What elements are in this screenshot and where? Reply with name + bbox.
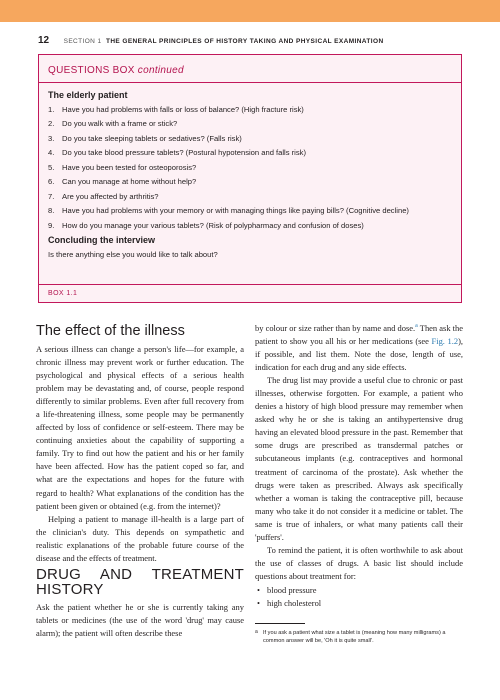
elderly-patient-heading: The elderly patient: [48, 90, 128, 100]
list-item-number: 7.: [48, 191, 55, 201]
list-item-text: Do you take sleeping tablets or sedatives? (Falls risk): [62, 133, 242, 143]
list-item: [48, 176, 453, 187]
drug-classes-paragraph: To remind the patient, it is often worthwhile to ask about the use of classes of drugs. A basic list should include questions about treatment for:: [255, 544, 463, 581]
footnote-reference[interactable]: a: [415, 323, 418, 330]
list-item-text: Have you had problems with your memory or with managing things like paying bills? (Cognitive decline): [62, 206, 409, 216]
list-item: • blood pressure: [255, 584, 463, 597]
list-item: [48, 147, 453, 158]
list-item-number: 6.: [48, 177, 55, 187]
drug-paragraph-text-b: Then ask the patient to show you all his or her medications (see: [255, 323, 463, 347]
questions-box-body: [48, 90, 453, 260]
elderly-questions-list: [48, 104, 453, 231]
effect-paragraph-1: A serious illness can change a person's life—for example, a chronic illness may prevent work or further education. The psychological and physical effects of a serious health problem may be devastating and, of course, people respond differently to similar problems. Even after full recovery from a life-threatening illness, some people may be permanently affected by loss of confidence or self-esteem. There may be continuing anxieties about the capability of supporting a family. Try to find out how the patient and his or her family have been affected. How has the patient coped so far, and what are the expectations and hopes for the future with regard to health? What explanations of the condition has the patient been given or obtained (e.g. from the internet)?: [36, 344, 244, 511]
list-item-text: Do you walk with a frame or stick?: [62, 119, 178, 129]
footnote-divider: [255, 623, 305, 624]
list-item-number: 2.: [48, 119, 55, 129]
list-item-number: 9.: [48, 220, 55, 230]
list-item-number: 8.: [48, 206, 55, 216]
list-item: [48, 162, 453, 173]
questions-box-title-suffix: continued: [137, 65, 184, 76]
drug-history-heading: DRUG AND TREATMENT HISTORY: [36, 565, 244, 599]
list-item: • high cholesterol: [255, 597, 463, 610]
footnote-marker: a: [255, 629, 258, 635]
concluding-question: Is there anything else you would like to talk about?: [48, 250, 218, 260]
list-item: [48, 191, 453, 202]
list-item: [48, 104, 453, 115]
list-item-text: Have you been tested for osteoporosis?: [62, 162, 197, 172]
list-item: [48, 118, 453, 129]
list-item: [48, 220, 453, 231]
list-item-number: 1.: [48, 105, 55, 114]
questions-box: [38, 54, 462, 303]
drug-paragraph-text-a: by colour or size rather than by name and dose.: [255, 323, 416, 333]
list-item-text: Can you manage at home without help?: [62, 177, 197, 187]
drug-paragraph-1: Ask the patient whether he or she is currently taking any tablets or medicines (the use of the word 'drug' may cause alarm); the patient will often describe these: [36, 601, 244, 638]
section-title: THE GENERAL PRINCIPLES OF HISTORY TAKING AND PHYSICAL EXAMINATION: [105, 38, 384, 45]
list-item-text: How do you manage your various tablets? (Risk of polypharmacy and confusion of doses): [62, 220, 364, 230]
page-number: 12: [38, 35, 50, 46]
section-label: SECTION 1: [63, 38, 102, 45]
drug-paragraph-text-c: ), if possible, and list them. Note the dose, length of use, indication for each drug and any side effects.: [255, 336, 463, 373]
concluding-interview-heading: Concluding the interview: [48, 235, 156, 246]
right-column: [255, 322, 463, 610]
box-bottom-rule: [39, 284, 461, 285]
list-item-number: 5.: [48, 162, 55, 172]
list-item-number: 3.: [48, 133, 55, 143]
top-color-band: [0, 0, 500, 22]
left-column: [36, 322, 244, 640]
list-item-text: Do you take blood pressure tablets? (Postural hypotension and falls risk): [62, 148, 306, 158]
drug-list-paragraph: The drug list may provide a useful clue to chronic or past illnesses, otherwise forgotten. For example, a patient who denies a history of high blood pressure may remember when asked why he or she is taking an antihypertensive drug having an elevated blood pressure in the past. Remember that some drugs are prescribed as transdermal patches or subcutaneous implants (e.g. contraceptives and hormonal treatment of carcinoma of the prostate). Ask whether the drugs were taken as prescribed. Always ask specifically whether a woman is taking the contraceptive pill, because many who take it do not consider it a medicine or tablet. The same is true of inhalers, or what many patients call their 'puffers'.: [255, 375, 463, 542]
effect-paragraph-2: Helping a patient to manage ill-health is a large part of the clinician's duty. This depends on sympathetic and realistic explanations of the probable future course of the disease and the effects of treatment.: [36, 513, 244, 563]
box-top-rule: [39, 82, 461, 83]
footnote: [255, 629, 463, 645]
running-header: [38, 30, 384, 48]
figure-reference-link[interactable]: Fig. 1.2: [431, 336, 459, 347]
list-item-number: 4.: [48, 148, 55, 158]
list-item-text: Are you affected by arthritis?: [62, 191, 159, 201]
questions-box-title-text: QUESTIONS BOX: [48, 65, 135, 76]
treatment-bullet-list: [255, 584, 463, 610]
questions-box-title: [48, 65, 184, 76]
box-label: BOX 1.1: [48, 290, 78, 297]
list-item-text: Have you had problems with falls or loss of balance? (High fracture risk): [62, 105, 304, 114]
effect-of-illness-heading: The effect of the illness: [36, 323, 185, 339]
list-item: [48, 133, 453, 144]
drug-paragraph-continued: [255, 322, 463, 374]
footnote-text: If you ask a patient what size a tablet is (meaning how many milligrams) a common answer will be, 'Oh it is quite small'.: [263, 630, 446, 645]
list-item: [48, 205, 453, 216]
